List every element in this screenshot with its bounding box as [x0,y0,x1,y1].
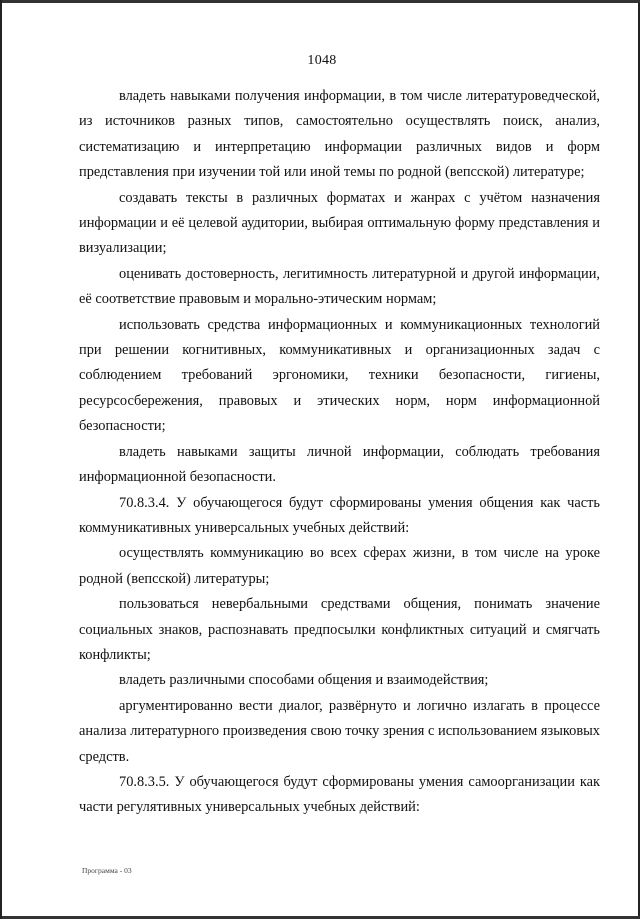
paragraph: осуществлять коммуникацию во всех сферах жизни, в том числе на уроке родной (вепсской) литературы; [79,545,600,587]
page-number: 1048 [307,53,337,68]
scan-edge-top [2,0,640,3]
footer-note: Программа - 03 [82,866,132,875]
section-paragraph: 70.8.3.5. У обучающегося будут сформированы умения самоорганизации как части регулятивных универсальных учебных действий: [79,773,600,816]
paragraph: оценивать достоверность, легитимность литературной и другой информации, её соответствие правовым и морально-этическим нормам; [79,265,600,308]
paragraph: создавать тексты в различных форматах и жанрах с учётом назначения информации и её целевой аудитории, выбирая оптимальную форму представления и визуализации; [79,189,600,257]
body-text [79,84,600,821]
paragraph: аргументированно вести диалог, развёрнуто и логично излагать в процессе анализа литературного произведения свою точку зрения с использованием языковых средств. [79,697,600,765]
paragraph: владеть навыками получения информации, в том числе литературоведческой, из источников разных типов, самостоятельно осуществлять поиск, анализ, систематизацию и интерпретацию информации различных видов и форм представления при изучении той или иной темы по родной (вепсской) литературе; [79,88,600,181]
paragraph: использовать средства информационных и коммуникационных технологий при решении когнитивных, коммуникативных и организационных задач с соблюдением требований эргономики, техники безопасности, гигиены, ресурсосбережения, правовых и этических норм, норм информационной безопасности; [79,316,600,435]
section-paragraph: 70.8.3.4. У обучающегося будут сформированы умения общения как часть коммуникативных универсальных учебных действий: [79,494,600,536]
paragraph: владеть различными способами общения и взаимодействия; [119,672,489,689]
paragraph: пользоваться невербальными средствами общения, понимать значение социальных знаков, распознавать предпосылки конфликтных ситуаций и смягчать конфликты; [79,596,600,663]
paragraph: владеть навыками защиты личной информации, соблюдать требования информационной безопасности. [79,443,600,486]
